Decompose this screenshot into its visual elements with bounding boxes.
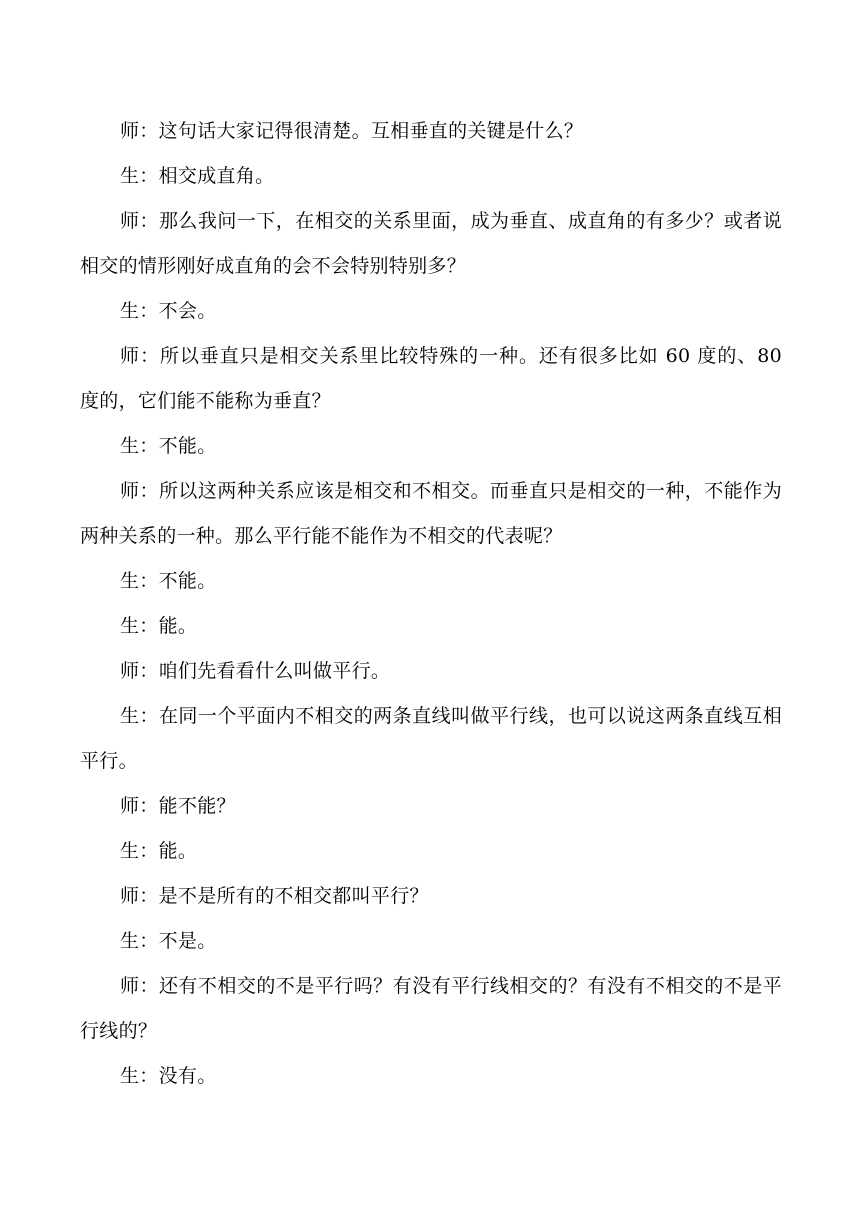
dialogue-paragraph: 生：相交成直角。: [120, 165, 275, 187]
dialogue-paragraph: 生：能。: [120, 615, 198, 637]
dialogue-paragraph: 师：是不是所有的不相交都叫平行？: [120, 885, 429, 907]
dialogue-paragraph: 生：不能。: [120, 435, 217, 457]
dialogue-paragraph: 生：在同一个平面内不相交的两条直线叫做平行线，也可以说这两条直线互相平行。: [80, 705, 782, 772]
dialogue-paragraph: 师：能不能？: [120, 795, 236, 817]
dialogue-paragraph: 师：还有不相交的不是平行吗？有没有平行线相交的？有没有不相交的不是平行线的？: [80, 975, 782, 1042]
dialogue-paragraph: 生：不能。: [120, 570, 217, 592]
dialogue-paragraph: 师：那么我问一下，在相交的关系里面，成为垂直、成直角的有多少？或者说相交的情形刚好成直角的会不会特别特别多？: [80, 210, 782, 277]
dialogue-paragraph: 生：不是。: [120, 930, 217, 952]
document-body: [80, 109, 782, 1099]
dialogue-paragraph: 师：这句话大家记得很清楚。互相垂直的关键是什么？: [120, 120, 584, 142]
dialogue-paragraph: 师：所以垂直只是相交关系里比较特殊的一种。还有很多比如 60 度的、80 度的，它们能不能称为垂直？: [80, 345, 782, 412]
dialogue-paragraph: 生：没有。: [120, 1065, 217, 1087]
dialogue-paragraph: 师：咱们先看看什么叫做平行。: [120, 660, 391, 682]
dialogue-paragraph: 生：能。: [120, 840, 198, 862]
dialogue-paragraph: 生：不会。: [120, 300, 217, 322]
dialogue-paragraph: 师：所以这两种关系应该是相交和不相交。而垂直只是相交的一种，不能作为两种关系的一种。那么平行能不能作为不相交的代表呢？: [80, 480, 782, 547]
